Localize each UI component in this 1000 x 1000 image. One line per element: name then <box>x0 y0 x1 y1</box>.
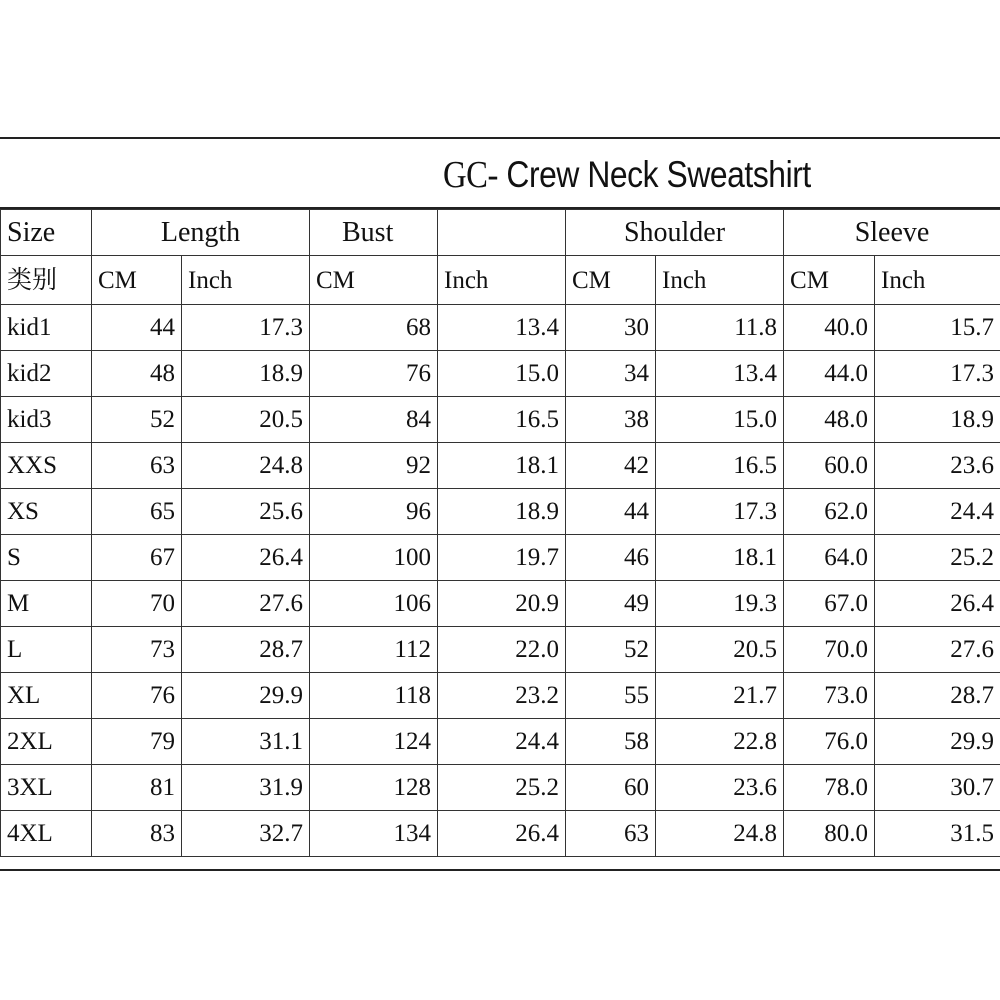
cell-bust-inch: 13.4 <box>438 305 566 351</box>
cell-bust-inch: 15.0 <box>438 351 566 397</box>
cell-bust-cm: 134 <box>310 811 438 857</box>
cell-size: 2XL <box>1 719 92 765</box>
cell-length-inch: 26.4 <box>182 535 310 581</box>
header-bust <box>310 210 438 256</box>
cell-size: XXS <box>1 443 92 489</box>
cell-length-cm: 76 <box>92 673 182 719</box>
cell-shoulder-cm: 52 <box>566 627 656 673</box>
unit-bust-cm: CM <box>310 256 438 305</box>
cell-bust-cm: 128 <box>310 765 438 811</box>
cell-sleeve-cm: 78.0 <box>784 765 875 811</box>
unit-shoulder-inch: Inch <box>656 256 784 305</box>
cell-shoulder-inch: 23.6 <box>656 765 784 811</box>
cell-sleeve-cm: 64.0 <box>784 535 875 581</box>
cell-shoulder-cm: 34 <box>566 351 656 397</box>
table-row <box>1 811 1000 857</box>
cell-sleeve-inch: 18.9 <box>875 397 1000 443</box>
cell-sleeve-inch: 23.6 <box>875 443 1000 489</box>
cell-shoulder-cm: 30 <box>566 305 656 351</box>
cell-bust-cm: 76 <box>310 351 438 397</box>
chart-title <box>443 153 811 197</box>
table-row <box>1 765 1000 811</box>
cell-bust-cm: 68 <box>310 305 438 351</box>
unit-bust-inch: Inch <box>438 256 566 305</box>
cell-shoulder-inch: 24.8 <box>656 811 784 857</box>
cell-bust-inch: 24.4 <box>438 719 566 765</box>
cell-length-inch: 28.7 <box>182 627 310 673</box>
cell-shoulder-cm: 55 <box>566 673 656 719</box>
cell-length-inch: 24.8 <box>182 443 310 489</box>
cell-size: L <box>1 627 92 673</box>
table-row <box>1 397 1000 443</box>
cell-length-cm: 81 <box>92 765 182 811</box>
cell-sleeve-cm: 62.0 <box>784 489 875 535</box>
cell-sleeve-cm: 44.0 <box>784 351 875 397</box>
table-row <box>1 305 1000 351</box>
cell-shoulder-inch: 11.8 <box>656 305 784 351</box>
table-row <box>1 489 1000 535</box>
table-row <box>1 535 1000 581</box>
cell-sleeve-inch: 29.9 <box>875 719 1000 765</box>
cell-bust-cm: 112 <box>310 627 438 673</box>
group-header-row <box>1 210 1000 256</box>
cell-bust-cm: 124 <box>310 719 438 765</box>
cell-bust-inch: 20.9 <box>438 581 566 627</box>
cell-shoulder-cm: 58 <box>566 719 656 765</box>
cell-shoulder-cm: 38 <box>566 397 656 443</box>
cell-sleeve-inch: 15.7 <box>875 305 1000 351</box>
header-bust-label: Bust <box>342 217 394 248</box>
cell-sleeve-inch: 26.4 <box>875 581 1000 627</box>
cell-bust-inch: 25.2 <box>438 765 566 811</box>
cell-sleeve-cm: 73.0 <box>784 673 875 719</box>
cell-length-inch: 17.3 <box>182 305 310 351</box>
cell-bust-cm: 100 <box>310 535 438 581</box>
cell-length-cm: 44 <box>92 305 182 351</box>
cell-bust-inch: 16.5 <box>438 397 566 443</box>
cell-length-cm: 63 <box>92 443 182 489</box>
unit-sleeve-inch: Inch <box>875 256 1000 305</box>
cell-bust-inch: 19.7 <box>438 535 566 581</box>
cell-length-cm: 48 <box>92 351 182 397</box>
cell-length-cm: 65 <box>92 489 182 535</box>
cell-sleeve-cm: 67.0 <box>784 581 875 627</box>
cell-shoulder-inch: 22.8 <box>656 719 784 765</box>
cell-length-cm: 73 <box>92 627 182 673</box>
cell-length-cm: 67 <box>92 535 182 581</box>
cell-shoulder-inch: 20.5 <box>656 627 784 673</box>
cell-sleeve-cm: 60.0 <box>784 443 875 489</box>
cell-shoulder-cm: 44 <box>566 489 656 535</box>
cell-shoulder-cm: 46 <box>566 535 656 581</box>
table-row <box>1 351 1000 397</box>
cell-shoulder-inch: 18.1 <box>656 535 784 581</box>
size-chart <box>0 137 1000 871</box>
cell-shoulder-cm: 42 <box>566 443 656 489</box>
unit-length-inch: Inch <box>182 256 310 305</box>
title-row <box>0 139 1000 209</box>
cell-length-inch: 31.1 <box>182 719 310 765</box>
cell-shoulder-inch: 13.4 <box>656 351 784 397</box>
cell-bust-cm: 84 <box>310 397 438 443</box>
cell-bust-cm: 118 <box>310 673 438 719</box>
cell-shoulder-inch: 16.5 <box>656 443 784 489</box>
table-row <box>1 719 1000 765</box>
cell-shoulder-inch: 17.3 <box>656 489 784 535</box>
cell-bust-cm: 92 <box>310 443 438 489</box>
cell-sleeve-inch: 25.2 <box>875 535 1000 581</box>
cell-sleeve-cm: 76.0 <box>784 719 875 765</box>
cell-size: 3XL <box>1 765 92 811</box>
cell-length-cm: 79 <box>92 719 182 765</box>
cell-length-inch: 29.9 <box>182 673 310 719</box>
cell-shoulder-cm: 63 <box>566 811 656 857</box>
cell-sleeve-inch: 17.3 <box>875 351 1000 397</box>
unit-length-cm: CM <box>92 256 182 305</box>
cell-size: kid2 <box>1 351 92 397</box>
cell-length-cm: 70 <box>92 581 182 627</box>
cell-length-inch: 20.5 <box>182 397 310 443</box>
header-size: Size <box>1 210 92 256</box>
unit-sleeve-cm: CM <box>784 256 875 305</box>
cell-size: XL <box>1 673 92 719</box>
table-row <box>1 673 1000 719</box>
size-table <box>0 209 1000 857</box>
header-shoulder: Shoulder <box>566 210 784 256</box>
cell-size: 4XL <box>1 811 92 857</box>
cell-bust-cm: 96 <box>310 489 438 535</box>
cell-shoulder-inch: 21.7 <box>656 673 784 719</box>
cell-bust-inch: 18.9 <box>438 489 566 535</box>
cell-length-inch: 18.9 <box>182 351 310 397</box>
table-row <box>1 581 1000 627</box>
header-length: Length <box>92 210 310 256</box>
unit-shoulder-cm: CM <box>566 256 656 305</box>
cell-sleeve-inch: 30.7 <box>875 765 1000 811</box>
cell-length-cm: 52 <box>92 397 182 443</box>
cell-sleeve-inch: 27.6 <box>875 627 1000 673</box>
cell-bust-inch: 23.2 <box>438 673 566 719</box>
cell-shoulder-cm: 60 <box>566 765 656 811</box>
cell-sleeve-cm: 48.0 <box>784 397 875 443</box>
cell-sleeve-inch: 24.4 <box>875 489 1000 535</box>
cell-length-inch: 31.9 <box>182 765 310 811</box>
cell-size: kid1 <box>1 305 92 351</box>
title-rest: Crew Neck Sweatshirt <box>497 154 811 195</box>
cell-size: M <box>1 581 92 627</box>
unit-header-row <box>1 256 1000 305</box>
header-sleeve: Sleeve <box>784 210 1000 256</box>
cell-length-inch: 32.7 <box>182 811 310 857</box>
cell-sleeve-inch: 28.7 <box>875 673 1000 719</box>
cell-sleeve-cm: 80.0 <box>784 811 875 857</box>
cell-length-inch: 27.6 <box>182 581 310 627</box>
cell-size: S <box>1 535 92 581</box>
cell-bust-inch: 18.1 <box>438 443 566 489</box>
cell-bust-cm: 106 <box>310 581 438 627</box>
cell-shoulder-inch: 15.0 <box>656 397 784 443</box>
table-row <box>1 627 1000 673</box>
cell-sleeve-cm: 70.0 <box>784 627 875 673</box>
header-bust-extra <box>438 210 566 256</box>
cell-sleeve-inch: 31.5 <box>875 811 1000 857</box>
cell-bust-inch: 26.4 <box>438 811 566 857</box>
title-prefix: GC- <box>443 154 498 196</box>
cell-shoulder-cm: 49 <box>566 581 656 627</box>
cell-bust-inch: 22.0 <box>438 627 566 673</box>
cell-size: kid3 <box>1 397 92 443</box>
cell-length-inch: 25.6 <box>182 489 310 535</box>
unit-category: 类别 <box>1 256 92 305</box>
table-row <box>1 443 1000 489</box>
cell-shoulder-inch: 19.3 <box>656 581 784 627</box>
cell-sleeve-cm: 40.0 <box>784 305 875 351</box>
cell-length-cm: 83 <box>92 811 182 857</box>
cell-size: XS <box>1 489 92 535</box>
